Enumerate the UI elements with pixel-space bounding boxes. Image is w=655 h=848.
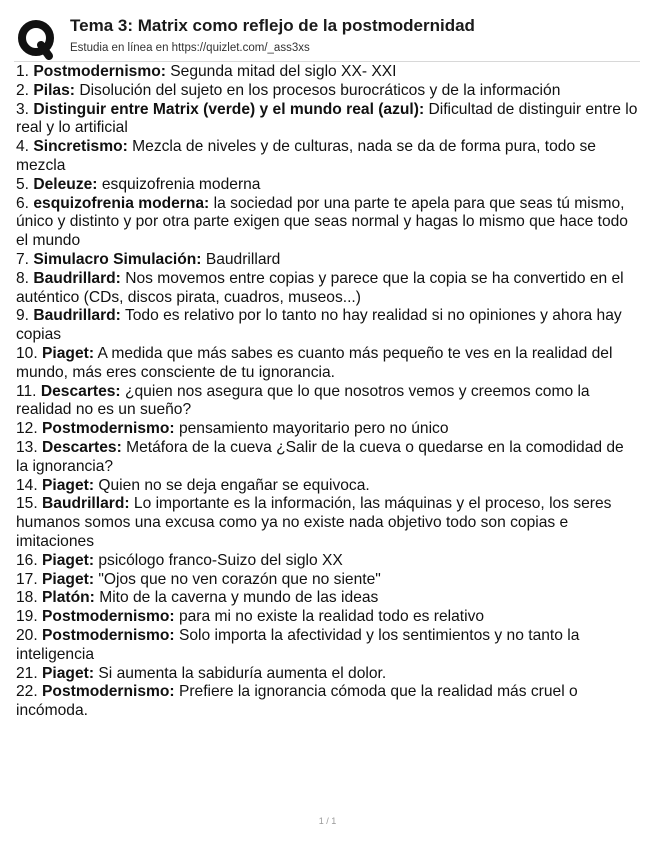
item-definition: Lo importante es la información, las máquinas y el proceso, los seres humanos somos una excusa como ya no existe nada objetivo todo son copias e imitaciones [16,495,612,550]
item-number: 20. [16,626,38,644]
document-subtitle: Estudia en línea en https://quizlet.com/_ass3xs [70,42,310,54]
item-definition: Solo importa la afectividad y los sentimientos y no tanto la inteligencia [16,626,580,663]
item-term: Postmodernismo: [42,608,175,626]
flashcard-item [16,345,640,383]
item-number: 5. [16,175,30,193]
item-term: Pilas: [33,81,75,99]
flashcard-item [16,270,640,308]
item-definition: pensamiento mayoritario pero no único [178,420,449,438]
item-term: Postmodernismo: [42,626,175,644]
item-term: Piaget: [42,551,95,569]
flashcard-item [16,420,640,439]
item-term: Descartes: [40,382,121,400]
flashcard-item [16,195,640,251]
item-number: 21. [16,664,38,682]
flashcard-item [16,251,640,270]
item-number: 6. [16,194,30,212]
item-term: Baudrillard: [33,307,121,325]
item-number: 3. [16,100,30,118]
item-term: Postmodernismo: [33,63,166,80]
flashcard-item [16,63,640,82]
flashcard-item [16,138,640,176]
item-definition: esquizofrenia moderna [101,175,261,193]
flashcard-item [16,589,640,608]
item-definition: Mito de la caverna y mundo de las ideas [99,589,379,607]
flashcard-item [16,176,640,195]
page-number: 1 / 1 [318,816,337,826]
flashcard-item [16,683,640,721]
flashcard-item [16,101,640,139]
item-definition: Si aumenta la sabiduría aumenta el dolor. [98,664,387,682]
item-definition: la sociedad por una parte te apela para que seas tú mismo, único y distinto y por otra parte exigen que seas normal y hagas lo mismo que hace todo el mundo [16,194,628,250]
item-number: 10. [16,344,38,362]
item-number: 2. [16,81,30,99]
item-definition: Nos movemos entre copias y parece que la copia se ha convertido en el auténtico (CDs, discos pirata, cuadros, museos...) [16,269,624,306]
flashcard-item [16,571,640,590]
item-number: 11. [16,382,37,400]
item-number: 18. [16,589,38,607]
item-term: Sincretismo: [33,138,128,156]
item-number: 22. [16,683,38,701]
flashcard-item [16,477,640,496]
item-number: 1. [16,63,30,80]
item-term: Baudrillard: [42,495,130,513]
flashcard-item [16,307,640,345]
item-term: esquizofrenia moderna: [33,194,210,212]
flashcard-item [16,383,640,421]
item-definition: Segunda mitad del siglo XX- XXI [170,63,397,80]
item-definition: Dificultad de distinguir entre lo real y lo artificial [16,100,638,137]
item-number: 7. [16,250,30,268]
item-definition: Metáfora de la cueva ¿Salir de la cueva o quedarse en la comodidad de la ignorancia? [16,438,624,475]
item-term: Piaget: [42,476,95,494]
flashcard-item [16,665,640,684]
item-definition: Baudrillard [205,250,281,268]
item-definition: para mi no existe la realidad todo es relativo [178,608,485,626]
item-term: Piaget: [42,344,95,362]
item-definition: "Ojos que no ven corazón que no siente" [98,570,381,588]
flashcard-item [16,627,640,665]
flashcard-item [16,552,640,571]
quizlet-logo-icon [16,18,58,60]
item-term: Piaget: [42,664,95,682]
item-term: Descartes: [42,438,122,456]
flashcard-item [16,608,640,627]
item-term: Piaget: [42,570,95,588]
item-number: 4. [16,138,30,156]
document-title: Tema 3: Matrix como reflejo de la postmodernidad [70,16,475,35]
item-number: 9. [16,307,30,325]
flashcard-item [16,82,640,101]
page-header [14,12,640,62]
flashcard-item [16,439,640,477]
item-term: Baudrillard: [33,269,121,287]
item-definition: ¿quien nos asegura que lo que nosotros vemos y creemos como la realidad no es un sueño? [16,382,590,419]
item-definition: A medida que más sabes es cuanto más pequeño te ves en la realidad del mundo, más eres consciente de tu ignorancia. [16,344,613,381]
item-definition: Disolución del sujeto en los procesos burocráticos y de la información [79,81,561,99]
item-number: 14. [16,476,38,494]
item-number: 17. [16,570,38,588]
item-definition: Prefiere la ignorancia cómoda que la realidad más cruel o incómoda. [16,683,578,720]
header-divider [14,61,640,62]
item-number: 19. [16,608,38,626]
flashcard-list [16,63,640,721]
flashcard-item [16,495,640,551]
item-number: 15. [16,495,38,513]
item-definition: Quien no se deja engañar se equivoca. [98,476,370,494]
item-term: Simulacro Simulación: [33,250,202,268]
item-number: 8. [16,269,30,287]
item-definition: Mezcla de niveles y de culturas, nada se da de forma pura, todo se mezcla [16,138,596,174]
item-term: Platón: [42,589,95,607]
item-term: Postmodernismo: [42,683,175,701]
item-number: 13. [16,438,38,456]
item-number: 16. [16,551,38,569]
item-number: 12. [16,420,38,438]
item-term: Deleuze: [33,175,98,193]
item-term: Postmodernismo: [42,420,175,438]
item-definition: psicólogo franco-Suizo del siglo XX [98,551,343,569]
item-term: Distinguir entre Matrix (verde) y el mundo real (azul): [33,100,425,118]
item-definition: Todo es relativo por lo tanto no hay realidad si no opiniones y ahora hay copias [16,307,622,344]
